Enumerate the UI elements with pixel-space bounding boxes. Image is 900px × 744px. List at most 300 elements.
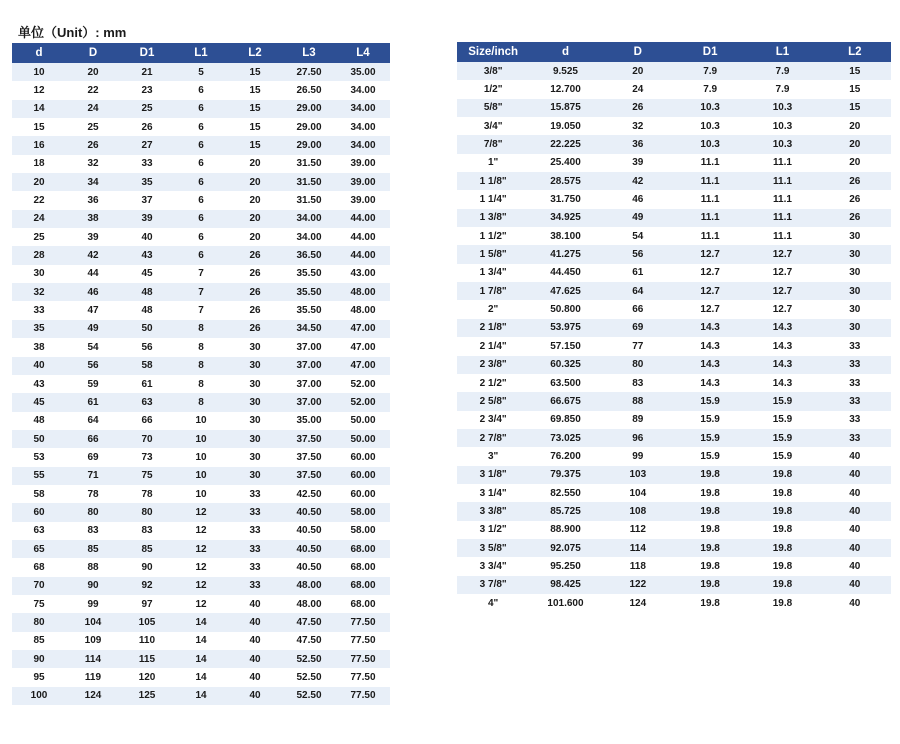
table-row [12, 265, 390, 283]
table-cell: 12 [174, 503, 228, 521]
table-cell: 20 [228, 228, 282, 246]
column-header: D1 [120, 43, 174, 63]
table-cell: 52.00 [336, 393, 390, 411]
table-cell: 22 [66, 81, 120, 99]
table-cell: 97 [120, 595, 174, 613]
table-row [12, 136, 390, 154]
table-cell: 92.075 [529, 539, 601, 557]
table-cell: 7/8" [457, 135, 529, 153]
table-cell: 10.3 [674, 117, 746, 135]
inch-size-table [457, 42, 891, 612]
table-cell: 6 [174, 81, 228, 99]
table-cell: 20 [228, 155, 282, 173]
table-cell: 76.200 [529, 447, 601, 465]
table-cell: 10.3 [746, 117, 818, 135]
table-cell: 34.925 [529, 209, 601, 227]
table-row [457, 264, 891, 282]
column-header: d [12, 43, 66, 63]
table-row [12, 246, 390, 264]
table-row [457, 245, 891, 263]
table-cell: 99 [66, 595, 120, 613]
table-cell: 104 [66, 613, 120, 631]
table-cell: 90 [12, 650, 66, 668]
table-row [457, 319, 891, 337]
table-cell: 20 [819, 135, 891, 153]
table-cell: 68 [12, 558, 66, 576]
table-row [12, 485, 390, 503]
table-cell: 35.50 [282, 301, 336, 319]
table-cell: 66 [120, 412, 174, 430]
table-row [457, 209, 891, 227]
table-row [12, 118, 390, 136]
table-cell: 1 1/2" [457, 227, 529, 245]
table-cell: 2 1/4" [457, 337, 529, 355]
table-row [12, 412, 390, 430]
table-cell: 15 [228, 63, 282, 81]
table-cell: 12.7 [746, 264, 818, 282]
table-cell: 47.50 [282, 613, 336, 631]
table-cell: 37.00 [282, 338, 336, 356]
table-row [12, 357, 390, 375]
metric-size-table [12, 43, 390, 705]
table-cell: 33 [12, 301, 66, 319]
table-row [457, 392, 891, 410]
table-cell: 27.50 [282, 63, 336, 81]
table-cell: 40 [228, 668, 282, 686]
table-cell: 39.00 [336, 191, 390, 209]
table-cell: 110 [120, 632, 174, 650]
table-cell: 30 [228, 430, 282, 448]
table-cell: 15.9 [674, 411, 746, 429]
table-cell: 53 [12, 448, 66, 466]
table-cell: 5/8" [457, 99, 529, 117]
table-cell: 33 [819, 337, 891, 355]
table-cell: 15.9 [674, 392, 746, 410]
table-cell: 15.875 [529, 99, 601, 117]
table-row [457, 99, 891, 117]
table-cell: 19.8 [674, 594, 746, 612]
table-cell: 26 [602, 99, 674, 117]
table-cell: 36 [66, 191, 120, 209]
table-cell: 11.1 [746, 172, 818, 190]
table-cell: 1 1/4" [457, 190, 529, 208]
table-row [12, 467, 390, 485]
table-row [12, 448, 390, 466]
table-cell: 38 [66, 210, 120, 228]
table-row [457, 539, 891, 557]
table-cell: 88.900 [529, 521, 601, 539]
column-header: L2 [228, 43, 282, 63]
table-cell: 1" [457, 154, 529, 172]
table-cell: 99 [602, 447, 674, 465]
table-row [12, 687, 390, 705]
table-cell: 20 [602, 62, 674, 80]
table-cell: 12 [12, 81, 66, 99]
table-cell: 112 [602, 521, 674, 539]
table-row [457, 374, 891, 392]
table-cell: 10.3 [746, 99, 818, 117]
table-cell: 16 [12, 136, 66, 154]
table-cell: 11.1 [746, 209, 818, 227]
table-cell: 2 5/8" [457, 392, 529, 410]
table-cell: 12.7 [746, 300, 818, 318]
table-cell: 28 [12, 246, 66, 264]
table-cell: 31.50 [282, 173, 336, 191]
table-cell: 34.00 [336, 118, 390, 136]
table-cell: 19.8 [674, 466, 746, 484]
table-cell: 124 [602, 594, 674, 612]
table-cell: 47.50 [282, 632, 336, 650]
table-cell: 69 [602, 319, 674, 337]
table-cell: 8 [174, 393, 228, 411]
table-cell: 40 [819, 521, 891, 539]
table-cell: 7.9 [674, 80, 746, 98]
table-row [457, 135, 891, 153]
table-cell: 19.050 [529, 117, 601, 135]
table-cell: 55 [12, 467, 66, 485]
table-cell: 20 [228, 191, 282, 209]
table-cell: 19.8 [674, 484, 746, 502]
table-cell: 30 [819, 227, 891, 245]
table-cell: 14.3 [746, 356, 818, 374]
table-cell: 8 [174, 375, 228, 393]
table-cell: 50.800 [529, 300, 601, 318]
table-cell: 25 [12, 228, 66, 246]
table-cell: 46 [602, 190, 674, 208]
table-cell: 14.3 [746, 319, 818, 337]
table-cell: 58 [12, 485, 66, 503]
table-cell: 92 [120, 577, 174, 595]
table-cell: 26 [228, 246, 282, 264]
table-cell: 11.1 [674, 209, 746, 227]
table-cell: 80 [66, 503, 120, 521]
table-cell: 30 [819, 300, 891, 318]
table-cell: 2 1/8" [457, 319, 529, 337]
table-cell: 77.50 [336, 668, 390, 686]
table-cell: 26 [120, 118, 174, 136]
table-cell: 63 [12, 522, 66, 540]
table-cell: 64 [66, 412, 120, 430]
table-cell: 40 [228, 650, 282, 668]
table-cell: 70 [120, 430, 174, 448]
table-cell: 71 [66, 467, 120, 485]
table-cell: 11.1 [674, 190, 746, 208]
table-row [12, 393, 390, 411]
table-cell: 14.3 [674, 374, 746, 392]
table-cell: 77.50 [336, 613, 390, 631]
table-cell: 15.9 [746, 447, 818, 465]
table-cell: 6 [174, 118, 228, 136]
table-cell: 80 [12, 613, 66, 631]
table-cell: 12.7 [674, 282, 746, 300]
table-cell: 85 [66, 540, 120, 558]
table-cell: 40 [228, 613, 282, 631]
table-cell: 34 [66, 173, 120, 191]
table-cell: 2 3/8" [457, 356, 529, 374]
table-cell: 44.450 [529, 264, 601, 282]
table-cell: 22 [12, 191, 66, 209]
table-cell: 36 [602, 135, 674, 153]
table-cell: 83 [602, 374, 674, 392]
table-cell: 114 [602, 539, 674, 557]
table-row [12, 283, 390, 301]
table-cell: 50.00 [336, 412, 390, 430]
table-cell: 60.00 [336, 485, 390, 503]
table-header-row [12, 43, 390, 63]
table-cell: 105 [120, 613, 174, 631]
table-cell: 54 [66, 338, 120, 356]
table-row [12, 503, 390, 521]
table-cell: 7 [174, 265, 228, 283]
table-cell: 33 [120, 155, 174, 173]
table-cell: 77.50 [336, 650, 390, 668]
table-cell: 30 [228, 448, 282, 466]
table-row [12, 81, 390, 99]
table-cell: 26 [819, 190, 891, 208]
table-cell: 40.50 [282, 503, 336, 521]
table-cell: 40 [819, 447, 891, 465]
table-cell: 14 [174, 632, 228, 650]
table-cell: 50 [12, 430, 66, 448]
table-cell: 19.8 [746, 557, 818, 575]
table-row [457, 502, 891, 520]
table-cell: 34.00 [336, 81, 390, 99]
table-cell: 101.600 [529, 594, 601, 612]
table-cell: 77 [602, 337, 674, 355]
table-cell: 66.675 [529, 392, 601, 410]
table-cell: 19.8 [674, 502, 746, 520]
table-cell: 68.00 [336, 577, 390, 595]
table-cell: 33 [819, 374, 891, 392]
table-cell: 15 [819, 99, 891, 117]
table-cell: 40 [228, 687, 282, 705]
table-cell: 49 [602, 209, 674, 227]
table-cell: 30 [819, 264, 891, 282]
table-cell: 3 7/8" [457, 576, 529, 594]
table-cell: 26 [66, 136, 120, 154]
table-cell: 39 [602, 154, 674, 172]
table-cell: 30 [228, 338, 282, 356]
table-row [457, 337, 891, 355]
table-cell: 6 [174, 191, 228, 209]
table-cell: 33 [819, 411, 891, 429]
table-cell: 22.225 [529, 135, 601, 153]
table-cell: 31.50 [282, 191, 336, 209]
table-cell: 39 [120, 210, 174, 228]
table-cell: 1 3/4" [457, 264, 529, 282]
table-cell: 75 [120, 467, 174, 485]
table-cell: 26 [819, 172, 891, 190]
table-cell: 15 [228, 100, 282, 118]
table-row [457, 484, 891, 502]
table-cell: 7.9 [746, 62, 818, 80]
table-cell: 38.100 [529, 227, 601, 245]
table-cell: 15 [228, 136, 282, 154]
table-cell: 42 [602, 172, 674, 190]
table-row [12, 100, 390, 118]
table-cell: 6 [174, 155, 228, 173]
table-cell: 96 [602, 429, 674, 447]
table-cell: 39.00 [336, 155, 390, 173]
table-row [457, 466, 891, 484]
table-cell: 20 [66, 63, 120, 81]
column-header: L2 [819, 42, 891, 62]
table-cell: 43.00 [336, 265, 390, 283]
table-cell: 70 [12, 577, 66, 595]
table-cell: 60.00 [336, 448, 390, 466]
table-cell: 89 [602, 411, 674, 429]
table-cell: 19.8 [746, 594, 818, 612]
table-row [12, 210, 390, 228]
table-cell: 37.50 [282, 448, 336, 466]
table-cell: 85 [12, 632, 66, 650]
table-cell: 42 [66, 246, 120, 264]
table-cell: 37 [120, 191, 174, 209]
table-cell: 6 [174, 100, 228, 118]
table-row [12, 301, 390, 319]
table-cell: 43 [120, 246, 174, 264]
table-row [12, 430, 390, 448]
table-cell: 44.00 [336, 210, 390, 228]
table-cell: 35.00 [336, 63, 390, 81]
table-cell: 19.8 [746, 521, 818, 539]
table-cell: 7.9 [746, 80, 818, 98]
table-cell: 24 [602, 80, 674, 98]
table-cell: 40 [819, 594, 891, 612]
table-cell: 60 [12, 503, 66, 521]
table-cell: 3 1/8" [457, 466, 529, 484]
table-cell: 52.00 [336, 375, 390, 393]
table-cell: 40 [819, 576, 891, 594]
table-row [457, 521, 891, 539]
table-cell: 19.8 [674, 539, 746, 557]
table-cell: 48.00 [336, 301, 390, 319]
table-cell: 1 5/8" [457, 245, 529, 263]
table-cell: 12.700 [529, 80, 601, 98]
table-cell: 46 [66, 283, 120, 301]
table-cell: 6 [174, 210, 228, 228]
table-cell: 29.00 [282, 100, 336, 118]
table-cell: 33 [228, 577, 282, 595]
table-cell: 19.8 [674, 557, 746, 575]
table-cell: 40 [228, 595, 282, 613]
table-cell: 68.00 [336, 540, 390, 558]
table-cell: 122 [602, 576, 674, 594]
table-cell: 33 [819, 356, 891, 374]
table-cell: 88 [602, 392, 674, 410]
table-cell: 19.8 [746, 466, 818, 484]
table-row [457, 429, 891, 447]
table-cell: 90 [66, 577, 120, 595]
table-cell: 47.00 [336, 338, 390, 356]
table-cell: 19.8 [746, 539, 818, 557]
table-cell: 58.00 [336, 503, 390, 521]
table-cell: 63.500 [529, 374, 601, 392]
table-cell: 15 [819, 80, 891, 98]
table-cell: 40 [12, 357, 66, 375]
table-row [12, 558, 390, 576]
table-cell: 10 [174, 467, 228, 485]
table-cell: 124 [66, 687, 120, 705]
table-row [457, 300, 891, 318]
table-cell: 33 [228, 485, 282, 503]
table-row [12, 338, 390, 356]
table-cell: 47 [66, 301, 120, 319]
table-cell: 64 [602, 282, 674, 300]
table-cell: 34.00 [282, 228, 336, 246]
table-cell: 29.00 [282, 136, 336, 154]
table-row [12, 228, 390, 246]
table-cell: 80 [602, 356, 674, 374]
table-cell: 1 1/8" [457, 172, 529, 190]
table-cell: 40.50 [282, 522, 336, 540]
table-cell: 118 [602, 557, 674, 575]
table-cell: 40 [228, 632, 282, 650]
table-cell: 104 [602, 484, 674, 502]
table-cell: 15.9 [746, 429, 818, 447]
table-cell: 8 [174, 320, 228, 338]
table-cell: 2" [457, 300, 529, 318]
table-cell: 77.50 [336, 632, 390, 650]
table-cell: 73 [120, 448, 174, 466]
table-cell: 30 [819, 245, 891, 263]
table-cell: 61 [120, 375, 174, 393]
table-cell: 66 [602, 300, 674, 318]
table-cell: 19.8 [746, 502, 818, 520]
table-cell: 32 [66, 155, 120, 173]
table-cell: 14.3 [746, 374, 818, 392]
table-cell: 12.7 [674, 264, 746, 282]
table-cell: 20 [819, 117, 891, 135]
table-cell: 10 [174, 485, 228, 503]
table-header-row [457, 42, 891, 62]
table-cell: 12 [174, 558, 228, 576]
table-cell: 75 [12, 595, 66, 613]
column-header: L4 [336, 43, 390, 63]
table-cell: 68.00 [336, 595, 390, 613]
table-cell: 28.575 [529, 172, 601, 190]
table-cell: 44 [66, 265, 120, 283]
table-cell: 79.375 [529, 466, 601, 484]
table-cell: 36.50 [282, 246, 336, 264]
table-cell: 33 [228, 503, 282, 521]
table-cell: 63 [120, 393, 174, 411]
table-body [457, 62, 891, 612]
table-cell: 37.50 [282, 467, 336, 485]
table-cell: 37.00 [282, 393, 336, 411]
table-cell: 41.275 [529, 245, 601, 263]
table-cell: 69.850 [529, 411, 601, 429]
table-cell: 82.550 [529, 484, 601, 502]
table-cell: 25 [120, 100, 174, 118]
table-cell: 34.00 [336, 136, 390, 154]
table-cell: 32 [602, 117, 674, 135]
table-row [457, 576, 891, 594]
column-header: L1 [174, 43, 228, 63]
table-cell: 23 [120, 81, 174, 99]
table-cell: 33 [228, 558, 282, 576]
table-cell: 6 [174, 246, 228, 264]
table-cell: 26 [819, 209, 891, 227]
table-cell: 40.50 [282, 540, 336, 558]
table-cell: 30 [819, 282, 891, 300]
table-cell: 3 5/8" [457, 539, 529, 557]
table-cell: 15 [228, 118, 282, 136]
table-cell: 48 [120, 301, 174, 319]
table-cell: 34.50 [282, 320, 336, 338]
table-cell: 30 [228, 412, 282, 430]
table-cell: 34.00 [282, 210, 336, 228]
